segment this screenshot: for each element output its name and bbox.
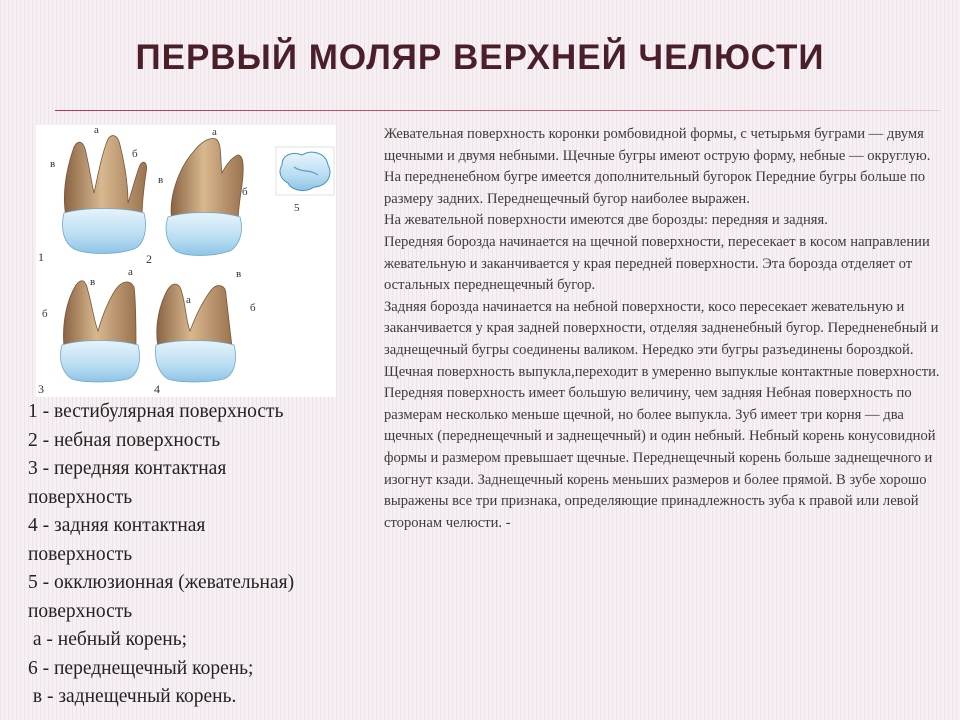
- figure-label: б: [132, 148, 138, 160]
- description-paragraph: Передняя борозда начинается на щечной поверхности, пересекает в косом направлении жевательную и заканчивается у края передней поверхности. Эта борозда отделяет от остальных переднещечный бугор.: [384, 233, 930, 294]
- description-paragraph: Щечная поверхность выпукла,переходит в умеренно выпуклые контактные поверхности. Передняя поверхность имеет большую величину, чем задняя Небная поверхность по размерам несколько меньше щечной, но более выпукла. Зуб имеет три корня — два щечных (переднещечный и заднещечный) и один небный. Небный корень конусовидной формы и размером превышает щечные. Переднещечный корень больше заднещечного и изогнут кзади. Заднещечный корень меньших размеров и более прямой. В зубе хорошо выражены все три признака, определяющие принадлежность зуба к правой или левой сторонам челюсти. -: [384, 363, 940, 531]
- figure-label: в: [90, 276, 96, 288]
- tooth-4-crown: [156, 341, 236, 383]
- figure-label: 4: [154, 382, 160, 396]
- legend-line: поверхность: [28, 600, 133, 622]
- figure-label: 2: [146, 252, 152, 266]
- tooth-3-roots: [64, 281, 137, 347]
- figure-label: б: [250, 302, 256, 314]
- legend-line: поверхность: [28, 486, 133, 508]
- tooth-figure: [36, 125, 336, 397]
- tooth-illustration: [36, 125, 336, 397]
- tooth-2-crown: [166, 213, 241, 256]
- figure-label: в: [158, 174, 164, 186]
- title-divider: [55, 110, 940, 111]
- legend-line: 4 - задняя контактная: [28, 515, 206, 536]
- figure-label: в: [236, 268, 242, 280]
- figure-label: 3: [38, 382, 44, 396]
- tooth-vestibular-view: [38, 125, 147, 264]
- tooth-1-crown: [62, 209, 145, 254]
- tooth-3-crown: [60, 341, 139, 383]
- legend-line: 3 - передняя контактная: [28, 458, 227, 479]
- figure-label: 1: [38, 250, 44, 264]
- description-paragraph: Жевательная поверхность коронки ромбовидной формы, с четырьмя буграми — двумя щечными и двумя небными. Щечные бугры имеют острую форму, небные — округлую. На передненебном бугре имеется дополнительный бугорок Передние бугры больше по размеру задних. Переднещечный бугор наиболее выражен.: [384, 126, 931, 207]
- figure-label: а: [212, 126, 217, 138]
- legend-line: в - заднещечный корень.: [28, 686, 237, 707]
- legend-line: 5 - окклюзионная (жевательная): [28, 572, 295, 593]
- legend-line: а - небный корень;: [28, 629, 188, 650]
- legend-line: поверхность: [28, 543, 133, 565]
- description-paragraph: На жевательной поверхности имеются две борозды: передняя и задняя.: [384, 212, 828, 229]
- tooth-occlusal-view: [276, 147, 334, 214]
- legend-line: 6 - переднещечный корень;: [28, 657, 254, 679]
- tooth-4-roots: [157, 284, 232, 347]
- figure-label: а: [94, 125, 99, 136]
- tooth-anterior-contact-view: [38, 266, 140, 396]
- tooth-palatal-view: [146, 126, 248, 266]
- tooth-posterior-contact-view: [154, 268, 256, 396]
- figure-label: б: [242, 186, 248, 198]
- tooth-2-roots: [171, 139, 243, 222]
- figure-label: а: [128, 266, 133, 278]
- legend-line: 2 - небная поверхность: [28, 429, 221, 451]
- description-paragraph: Задняя борозда начинается на небной поверхности, косо пересекает жевательную и заканчивается у края задней поверхности, отделяя задненебный бугор. Передненебный и заднещечный бугры соединены валиком. Нередко эти бугры разъединены бороздкой.: [384, 298, 939, 358]
- figure-label: а: [186, 294, 191, 306]
- figure-label: 5: [294, 202, 300, 214]
- figure-label: б: [42, 308, 48, 320]
- description-text: [384, 124, 940, 534]
- legend-line: 1 - вестибулярная поверхность: [28, 401, 284, 422]
- slide-title: ПЕРВЫЙ МОЛЯР ВЕРХНЕЙ ЧЕЛЮСТИ: [135, 38, 825, 77]
- figure-label: в: [50, 158, 56, 170]
- figure-legend: [28, 398, 373, 712]
